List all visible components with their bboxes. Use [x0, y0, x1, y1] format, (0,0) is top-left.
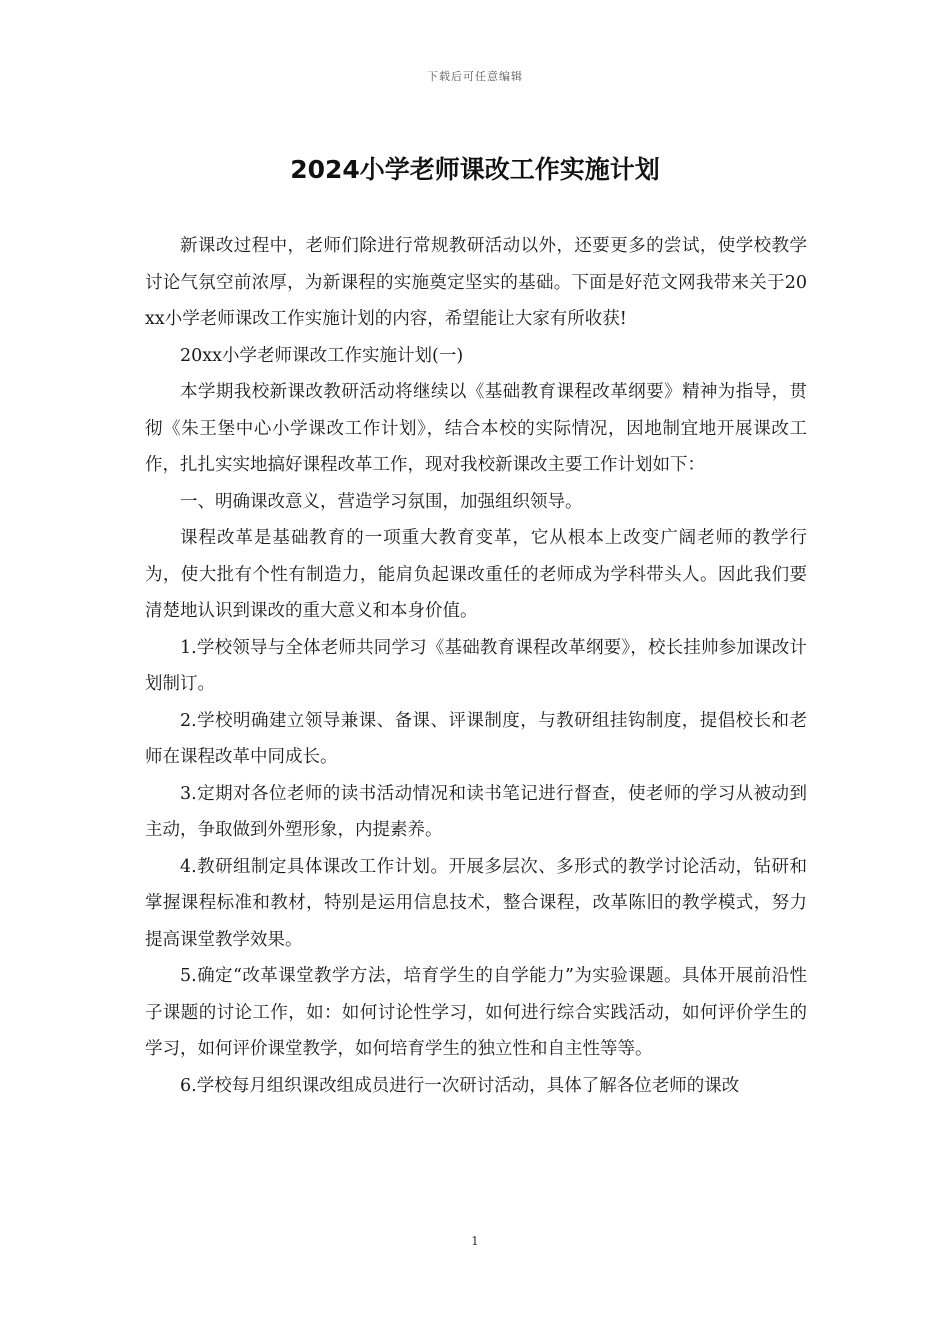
paragraph-item-2: 2.学校明确建立领导兼课、备课、评课制度，与教研组挂钩制度，提倡校长和老师在课程改革中同成长。 — [145, 710, 807, 767]
paragraph-item-3: 3.定期对各位老师的读书活动情况和读书笔记进行督查，使老师的学习从被动到主动，争取做到外塑形象，内提素养。 — [145, 783, 807, 840]
paragraph-section-one-heading: 一、明确课改意义，营造学习氛围，加强组织领导。 — [180, 491, 583, 512]
page-header-note: 下载后可任意编辑 — [427, 70, 523, 83]
page-number: 1 — [471, 1234, 479, 1248]
paragraph-plan-overview: 本学期我校新课改教研活动将继续以《基础教育课程改革纲要》精神为指导，贯彻《朱王堡中心小学课改工作计划》，结合本校的实际情况，因地制宜地开展课改工作，扎扎实实地搞好课程改革工作，现对我校新课改主要工作计划如下： — [145, 382, 807, 475]
document-body — [145, 228, 807, 1104]
paragraph-intro: 新课改过程中，老师们除进行常规教研活动以外，还要更多的尝试，使学校教学讨论气氛空前浓厚，为新课程的实施奠定坚实的基础。下面是好范文网我带来关于20xx小学老师课改工作实施计划的内容，希望能让大家有所收获! — [145, 236, 807, 329]
document-title: 2024小学老师课改工作实施计划 — [290, 155, 660, 184]
paragraph-item-1: 1.学校领导与全体老师共同学习《基础教育课程改革纲要》，校长挂帅参加课改计划制订。 — [145, 637, 807, 694]
paragraph-plan-heading: 20xx小学老师课改工作实施计划(一) — [180, 345, 464, 366]
paragraph-item-4: 4.教研组制定具体课改工作计划。开展多层次、多形式的教学讨论活动，钻研和掌握课程标准和教材，特别是运用信息技术，整合课程，改革陈旧的教学模式，努力提高课堂教学效果。 — [145, 856, 807, 950]
paragraph-item-5: 5.确定“改革课堂教学方法，培育学生的自学能力”为实验课题。具体开展前沿性子课题的讨论工作，如：如何讨论性学习，如何进行综合实践活动，如何评价学生的学习，如何评价课堂教学，如何培育学生的独立性和自主性等等。 — [145, 966, 807, 1059]
paragraph-item-6: 6.学校每月组织课改组成员进行一次研讨活动，具体了解各位老师的课改 — [180, 1075, 740, 1096]
paragraph-reform-significance: 课程改革是基础教育的一项重大教育变革，它从根本上改变广阔老师的教学行为，使大批有个性有制造力，能肩负起课改重任的老师成为学科带头人。因此我们要清楚地认识到课改的重大意义和本身价值。 — [145, 528, 807, 621]
